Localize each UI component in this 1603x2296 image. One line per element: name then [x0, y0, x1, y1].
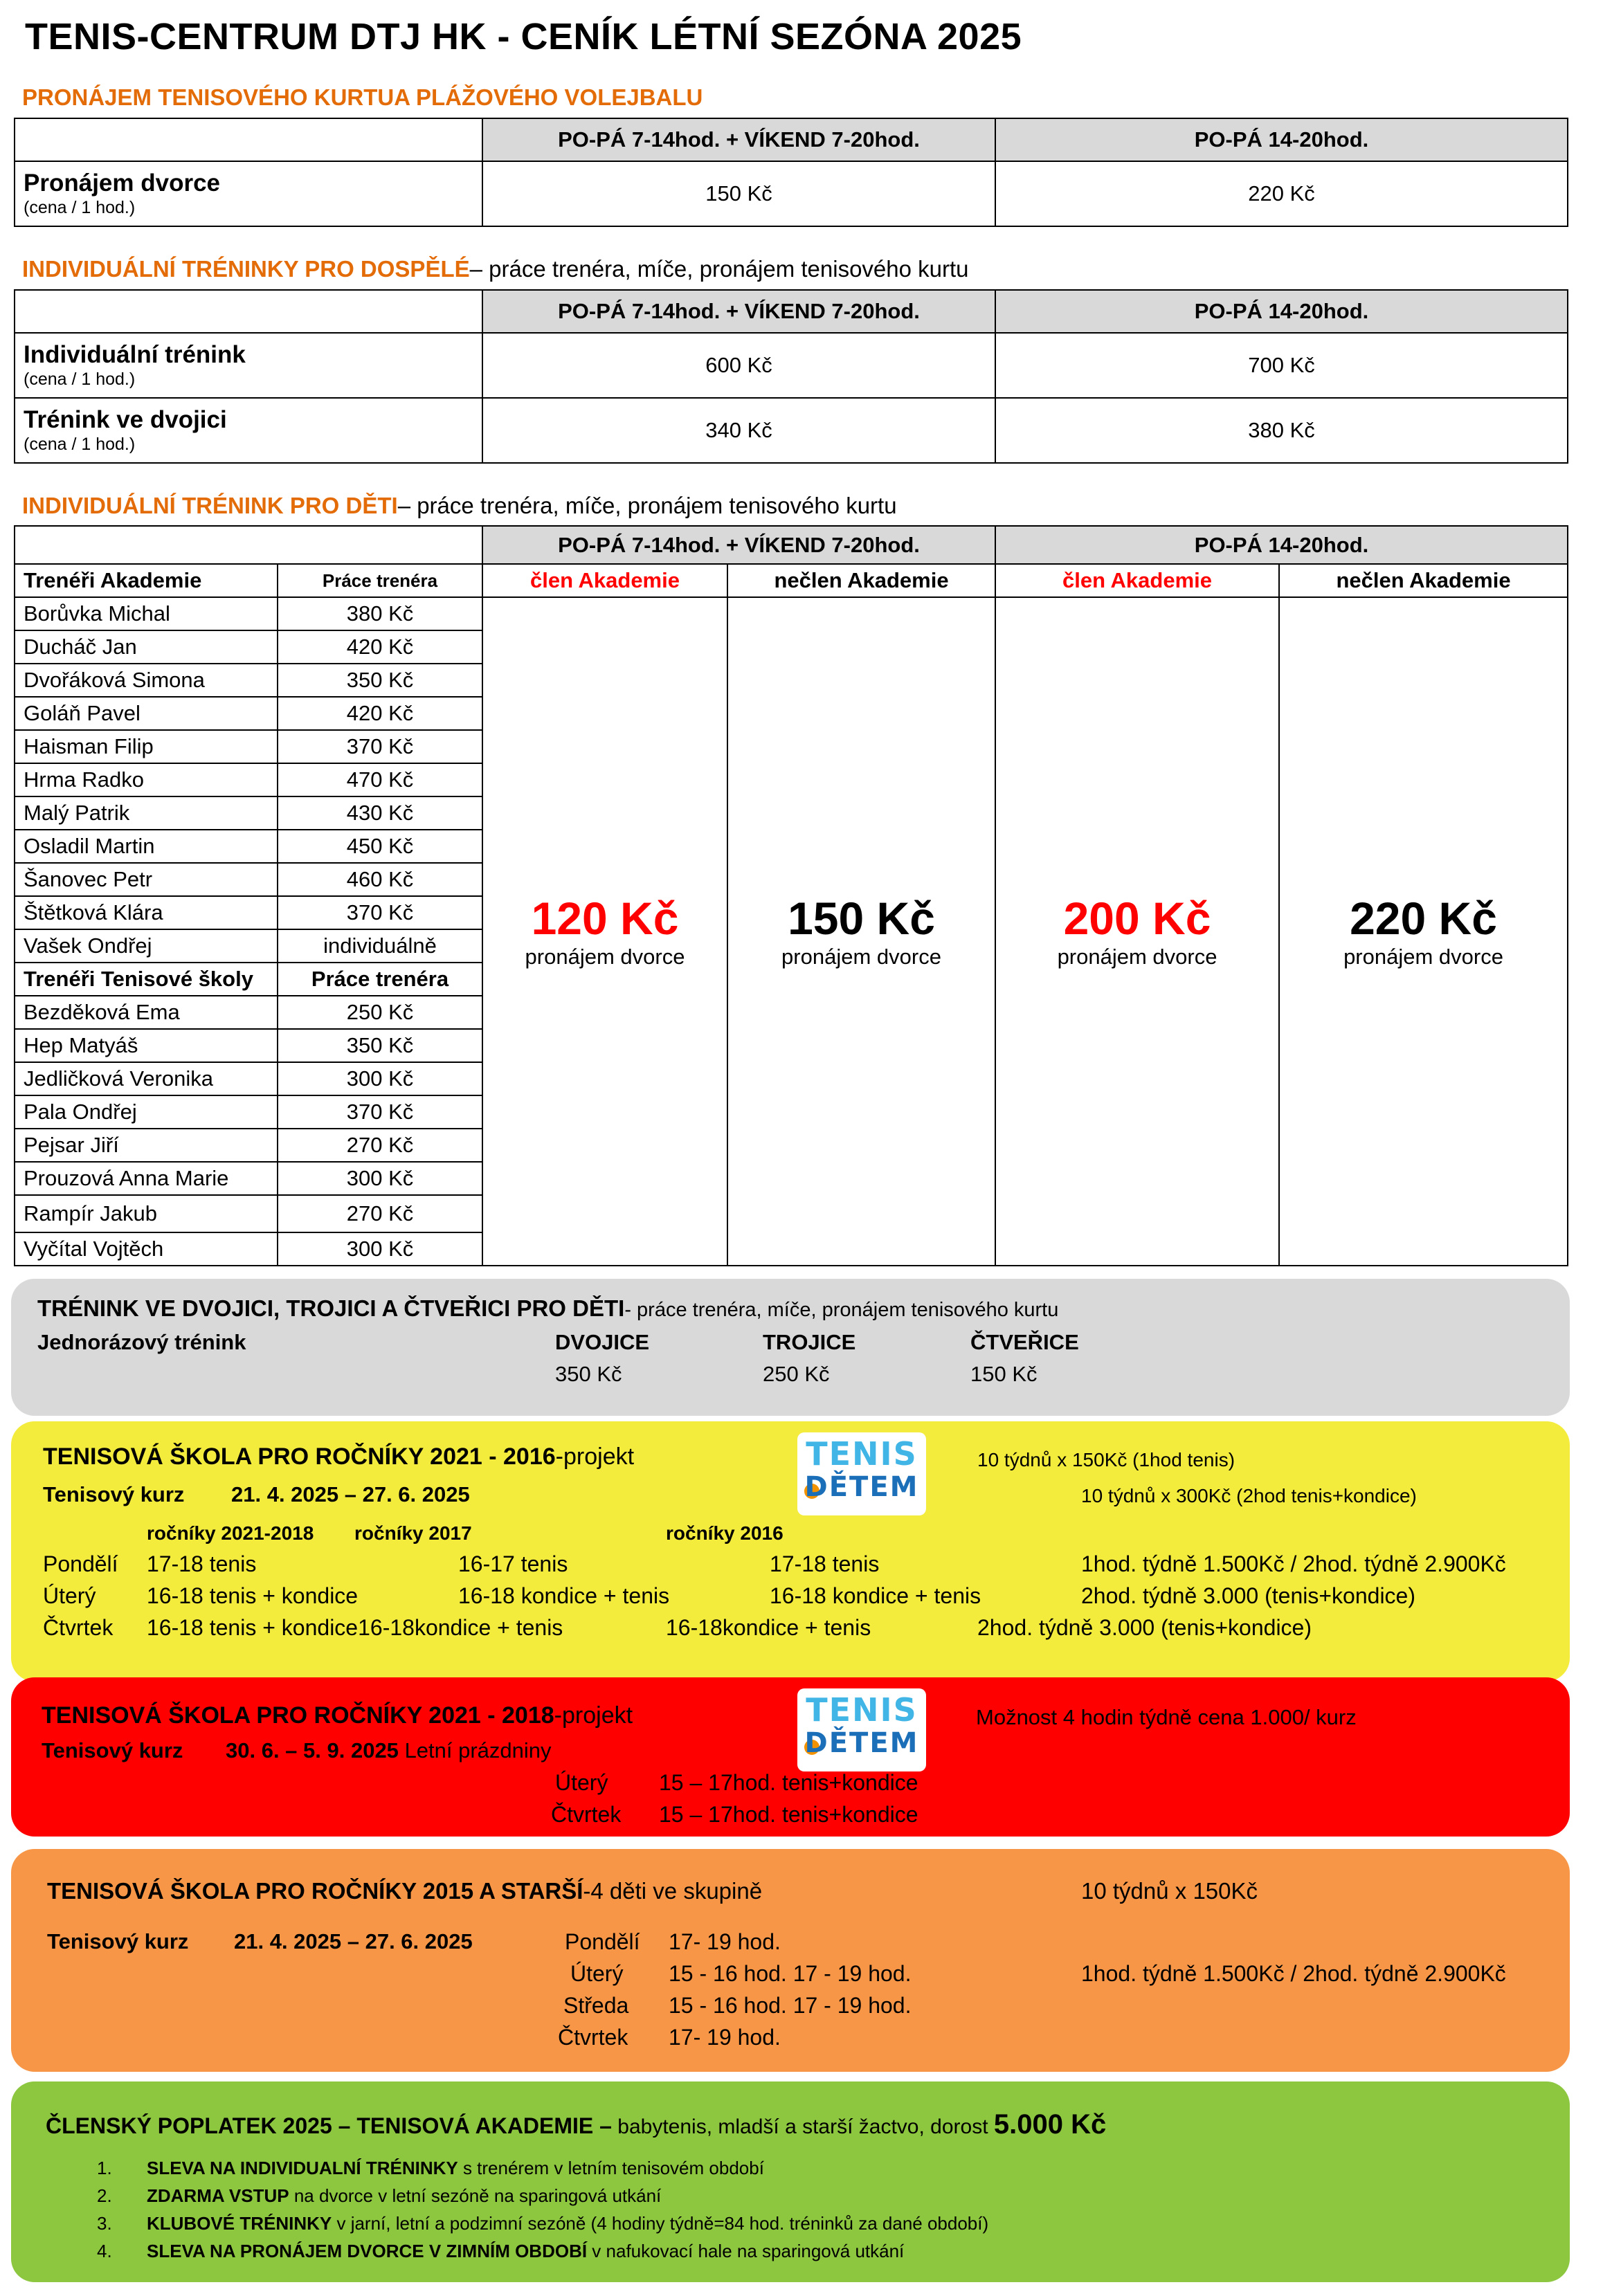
logo-line-2: DĚTEM	[804, 1727, 919, 1759]
orange-heading-rest: -4 děti ve skupině	[583, 1878, 763, 1904]
trainer-name: Pejsar Jiří	[15, 1129, 278, 1162]
adult-table	[14, 289, 1568, 464]
court-price-label-3: pronájem dvorce	[1057, 945, 1217, 969]
court-price-1: 120 Kč	[531, 893, 679, 944]
group-box	[11, 1279, 1570, 1416]
orange-heading	[47, 1878, 762, 1904]
yellow-day-thu: Čtvrtek	[43, 1615, 114, 1640]
trainer-price: 370 Kč	[278, 730, 482, 763]
rental-table	[14, 118, 1568, 227]
group-price-trojice: 250 Kč	[763, 1362, 830, 1386]
trainer-price: 350 Kč	[278, 664, 482, 697]
red-tue-time: 15 – 17hod. tenis+kondice	[659, 1770, 918, 1795]
yellow-box	[11, 1421, 1570, 1682]
trainer-price: 380 Kč	[278, 597, 482, 630]
kids-heading	[22, 493, 897, 519]
yellow-tue-c: 16-18 kondice + tenis	[770, 1583, 981, 1608]
benefit-text: v jarní, letní a podzimní sezóně (4 hodiny týdně=84 hod. tréninků za dané období)	[332, 2213, 989, 2234]
kids-heading-rest: – práce trenéra, míče, pronájem tenisového kurtu	[397, 493, 897, 518]
orange-day-3: Středa	[563, 1993, 629, 2018]
benefit-title: ZDARMA VSTUP	[147, 2185, 289, 2206]
yellow-group-3: ročníky 2016	[666, 1522, 784, 1544]
yellow-course-label: Tenisový kurz	[43, 1482, 185, 1506]
adult-price-1-2: 700 Kč	[995, 333, 1568, 398]
rental-price-2: 220 Kč	[995, 161, 1568, 226]
trainer-price: 300 Kč	[278, 1062, 482, 1095]
adult-price-2-1: 340 Kč	[482, 398, 995, 463]
trainer-row	[15, 597, 1568, 630]
school-trainers-header: Trenéři Tenisové školy	[15, 963, 278, 996]
logo-line-2: DĚTEM	[804, 1471, 919, 1503]
benefit-number: 3.	[97, 2213, 112, 2234]
trainer-price: 370 Kč	[278, 1095, 482, 1129]
trainer-name: Bezděková Ema	[15, 996, 278, 1029]
trainer-price: 270 Kč	[278, 1129, 482, 1162]
court-price-cell-2	[727, 597, 995, 1266]
adult-label-1: Individuální trénink	[24, 341, 246, 368]
adult-heading-bold: INDIVIDUÁLNÍ TRÉNINKY PRO DOSPĚLÉ	[22, 256, 470, 282]
court-price-label-1: pronájem dvorce	[525, 945, 685, 969]
orange-time-1: 17- 19 hod.	[669, 1929, 781, 1954]
rental-heading: PRONÁJEM TENISOVÉHO KURTUA PLÁŽOVÉHO VOLEJBALU	[22, 84, 703, 110]
orange-day-1: Pondělí	[565, 1929, 640, 1954]
trainer-name: Pala Ondřej	[15, 1095, 278, 1129]
orange-price: 1hod. týdně 1.500Kč / 2hod. týdně 2.900Kč	[1081, 1961, 1506, 1986]
rental-empty-cell	[15, 118, 482, 161]
red-tue-day: Úterý	[555, 1770, 608, 1795]
red-course	[42, 1738, 183, 1763]
orange-course-dates: 21. 4. 2025 – 27. 6. 2025	[234, 1929, 473, 1953]
logo-line-1: TENIS	[806, 1691, 918, 1729]
yellow-tue-b: 16-18 kondice + tenis	[458, 1583, 670, 1608]
rental-col1-header: PO-PÁ 7-14hod. + VÍKEND 7-20hod.	[482, 118, 995, 161]
rental-label: Pronájem dvorce	[24, 170, 220, 197]
yellow-heading-rest: -projekt	[555, 1443, 635, 1470]
yellow-thu-price: 2hod. týdně 3.000 (tenis+kondice)	[977, 1615, 1312, 1640]
yellow-mon-c: 17-18 tenis	[770, 1551, 880, 1576]
court-price-cell-4	[1279, 597, 1568, 1266]
red-heading	[42, 1702, 633, 1729]
green-heading	[46, 2109, 1106, 2140]
benefit-item	[97, 2185, 661, 2207]
benefit-title: SLEVA NA PRONÁJEM DVORCE V ZIMNÍM OBDOBÍ	[147, 2241, 588, 2261]
group-heading-bold: TRÉNINK VE DVOJICI, TROJICI A ČTVEŘICI PRO DĚTI	[37, 1295, 625, 1321]
benefit-text: v nafukovací hale na sparingová utkání	[587, 2241, 905, 2261]
rental-row-label	[15, 161, 482, 226]
nonmember-header-1: nečlen Akademie	[727, 564, 995, 597]
red-box	[11, 1677, 1570, 1837]
group-col-ctverice: ČTVEŘICE	[970, 1330, 1079, 1354]
green-box	[11, 2081, 1570, 2282]
group-price-dvojice: 350 Kč	[555, 1362, 622, 1386]
orange-box	[11, 1849, 1570, 2072]
school-work-header: Práce trenéra	[278, 963, 482, 996]
red-note: Možnost 4 hodin týdně cena 1.000/ kurz	[976, 1705, 1357, 1729]
red-course-rest: Letní prázdniny	[404, 1738, 552, 1762]
red-course-dates: 30. 6. – 5. 9. 2025	[226, 1738, 399, 1762]
yellow-note-2: 10 týdnů x 300Kč (2hod tenis+kondice)	[1081, 1485, 1417, 1506]
benefit-text: na dvorce v letní sezóně na sparingová utkání	[289, 2185, 662, 2206]
kids-col2-header: PO-PÁ 14-20hod.	[995, 526, 1568, 564]
tenis-detem-logo-2	[797, 1688, 926, 1771]
adult-row-label	[15, 398, 482, 463]
yellow-group-1: ročníky 2021-2018	[147, 1522, 314, 1544]
trainer-name: Hrma Radko	[15, 763, 278, 796]
orange-day-4: Čtvrtek	[558, 2025, 628, 2050]
trainer-price: 420 Kč	[278, 697, 482, 730]
trainer-name: Goláň Pavel	[15, 697, 278, 730]
yellow-heading-bold: TENISOVÁ ŠKOLA PRO ROČNÍKY 2021 - 2016	[43, 1443, 556, 1470]
trainer-name: Šanovec Petr	[15, 863, 278, 896]
adult-col1-header: PO-PÁ 7-14hod. + VÍKEND 7-20hod.	[482, 290, 995, 333]
adult-price-1-1: 600 Kč	[482, 333, 995, 398]
trainer-price: 470 Kč	[278, 763, 482, 796]
yellow-mon-b: 16-17 tenis	[458, 1551, 568, 1576]
nonmember-header-2: nečlen Akademie	[1279, 564, 1568, 597]
trainer-name: Rampír Jakub	[15, 1195, 278, 1232]
court-price-label-4: pronájem dvorce	[1343, 945, 1503, 969]
yellow-heading	[43, 1443, 634, 1470]
red-thu-day: Čtvrtek	[551, 1802, 622, 1827]
court-price-cell-3	[995, 597, 1279, 1266]
adult-empty-cell	[15, 290, 482, 333]
adult-col2-header: PO-PÁ 14-20hod.	[995, 290, 1568, 333]
rental-price-1: 150 Kč	[482, 161, 995, 226]
benefit-item	[97, 2158, 764, 2179]
trainer-price: individuálně	[278, 929, 482, 963]
court-price-2: 150 Kč	[788, 893, 935, 944]
adult-label-2: Trénink ve dvojici	[24, 406, 227, 433]
trainer-name: Osladil Martin	[15, 830, 278, 863]
adult-sub-2: (cena / 1 hod.)	[24, 435, 136, 454]
yellow-group-2: ročníky 2017	[354, 1522, 472, 1544]
yellow-course-dates: 21. 4. 2025 – 27. 6. 2025	[231, 1482, 470, 1506]
red-heading-rest: -projekt	[554, 1702, 633, 1729]
trainer-price: 250 Kč	[278, 996, 482, 1029]
trainer-name: Haisman Filip	[15, 730, 278, 763]
green-heading-rest: babytenis, mladší a starší žactvo, dorost	[611, 2115, 994, 2138]
trainer-price: 300 Kč	[278, 1162, 482, 1195]
adult-heading	[22, 256, 969, 282]
court-price-label-2: pronájem dvorce	[781, 945, 941, 969]
orange-time-2: 15 - 16 hod. 17 - 19 hod.	[669, 1961, 912, 1986]
page-title: TENIS-CENTRUM DTJ HK - CENÍK LÉTNÍ SEZÓNA 2025	[25, 16, 1022, 57]
yellow-tue-a: 16-18 tenis + kondice	[147, 1583, 359, 1608]
group-col-dvojice: DVOJICE	[555, 1330, 650, 1354]
trainer-price: 420 Kč	[278, 630, 482, 664]
adult-price-2-2: 380 Kč	[995, 398, 1568, 463]
yellow-thu-c: 16-18kondice + tenis	[666, 1615, 871, 1640]
group-col-trojice: TROJICE	[763, 1330, 856, 1354]
kids-table	[14, 525, 1568, 1266]
trainer-price: 370 Kč	[278, 896, 482, 929]
trainer-name: Hep Matyáš	[15, 1029, 278, 1062]
trainer-name: Štětková Klára	[15, 896, 278, 929]
orange-time-3: 15 - 16 hod. 17 - 19 hod.	[669, 1993, 912, 2018]
trainer-name: Borůvka Michal	[15, 597, 278, 630]
trainer-price: 350 Kč	[278, 1029, 482, 1062]
trainer-price: 430 Kč	[278, 796, 482, 830]
kids-empty-cell	[15, 526, 482, 564]
orange-course-label: Tenisový kurz	[47, 1929, 189, 1953]
red-course-dates-line	[226, 1738, 552, 1763]
court-price-cell-1	[482, 597, 727, 1266]
trainer-price: 270 Kč	[278, 1195, 482, 1232]
rental-sub: (cena / 1 hod.)	[24, 198, 136, 217]
trainer-name: Vyčítal Vojtěch	[15, 1232, 278, 1266]
trainer-name: Ducháč Jan	[15, 630, 278, 664]
group-heading-rest: - práce trenéra, míče, pronájem tenisového kurtu	[624, 1299, 1059, 1321]
red-heading-bold: TENISOVÁ ŠKOLA PRO ROČNÍKY 2021 - 2018	[42, 1702, 554, 1729]
group-price-ctverice: 150 Kč	[970, 1362, 1038, 1386]
red-course-label: Tenisový kurz	[42, 1738, 183, 1762]
kids-heading-bold: INDIVIDUÁLNÍ TRÉNINK PRO DĚTI	[22, 493, 398, 518]
green-heading-bold: ČLENSKÝ POPLATEK 2025 – TENISOVÁ AKADEMIE –	[46, 2113, 612, 2138]
yellow-thu-a: 16-18 tenis + kondice16-18kondice + tenis	[147, 1615, 563, 1640]
trainer-price: 450 Kč	[278, 830, 482, 863]
benefit-number: 2.	[97, 2185, 112, 2206]
orange-time-4: 17- 19 hod.	[669, 2025, 781, 2050]
court-price-3: 200 Kč	[1063, 893, 1211, 944]
benefit-text: s trenérem v letním tenisovém období	[458, 2158, 764, 2178]
orange-note: 10 týdnů x 150Kč	[1081, 1878, 1258, 1904]
kids-col1-header: PO-PÁ 7-14hod. + VÍKEND 7-20hod.	[482, 526, 995, 564]
orange-heading-bold: TENISOVÁ ŠKOLA PRO ROČNÍKY 2015 A STARŠÍ	[47, 1878, 583, 1904]
adult-sub-1: (cena / 1 hod.)	[24, 370, 136, 389]
benefit-item	[97, 2241, 904, 2262]
group-label: Jednorázový trénink	[37, 1330, 246, 1354]
trainer-name: Jedličková Veronika	[15, 1062, 278, 1095]
trainer-price: 460 Kč	[278, 863, 482, 896]
yellow-tue-price: 2hod. týdně 3.000 (tenis+kondice)	[1081, 1583, 1415, 1608]
red-thu-time: 15 – 17hod. tenis+kondice	[659, 1802, 918, 1827]
trainer-name: Dvořáková Simona	[15, 664, 278, 697]
benefit-title: SLEVA NA INDIVIDUALNÍ TRÉNINKY	[147, 2158, 458, 2178]
rental-col2-header: PO-PÁ 14-20hod.	[995, 118, 1568, 161]
benefit-number: 1.	[97, 2158, 112, 2178]
yellow-mon-a: 17-18 tenis	[147, 1551, 257, 1576]
work-header: Práce trenéra	[278, 564, 482, 597]
trainer-name: Prouzová Anna Marie	[15, 1162, 278, 1195]
adult-row-label	[15, 333, 482, 398]
yellow-day-tue: Úterý	[43, 1583, 96, 1608]
court-price-4: 220 Kč	[1350, 893, 1497, 944]
trainer-name: Malý Patrik	[15, 796, 278, 830]
tenis-detem-logo	[797, 1432, 926, 1515]
logo-line-1: TENIS	[806, 1435, 918, 1473]
member-header-1: člen Akademie	[482, 564, 727, 597]
group-heading	[37, 1295, 1058, 1322]
benefit-title: KLUBOVÉ TRÉNINKY	[147, 2213, 332, 2234]
yellow-mon-price: 1hod. týdně 1.500Kč / 2hod. týdně 2.900Kč	[1081, 1551, 1506, 1576]
green-price: 5.000 Kč	[993, 2109, 1107, 2140]
yellow-day-mon: Pondělí	[43, 1551, 118, 1576]
trainer-price: 300 Kč	[278, 1232, 482, 1266]
benefit-item	[97, 2213, 988, 2234]
adult-heading-rest: – práce trenéra, míče, pronájem tenisového kurtu	[469, 256, 969, 282]
orange-day-2: Úterý	[570, 1961, 624, 1986]
trainer-name: Vašek Ondřej	[15, 929, 278, 963]
trainers-header: Trenéři Akademie	[15, 564, 278, 597]
member-header-2: člen Akademie	[995, 564, 1279, 597]
benefit-number: 4.	[97, 2241, 112, 2261]
yellow-note-1: 10 týdnů x 150Kč (1hod tenis)	[977, 1449, 1235, 1470]
